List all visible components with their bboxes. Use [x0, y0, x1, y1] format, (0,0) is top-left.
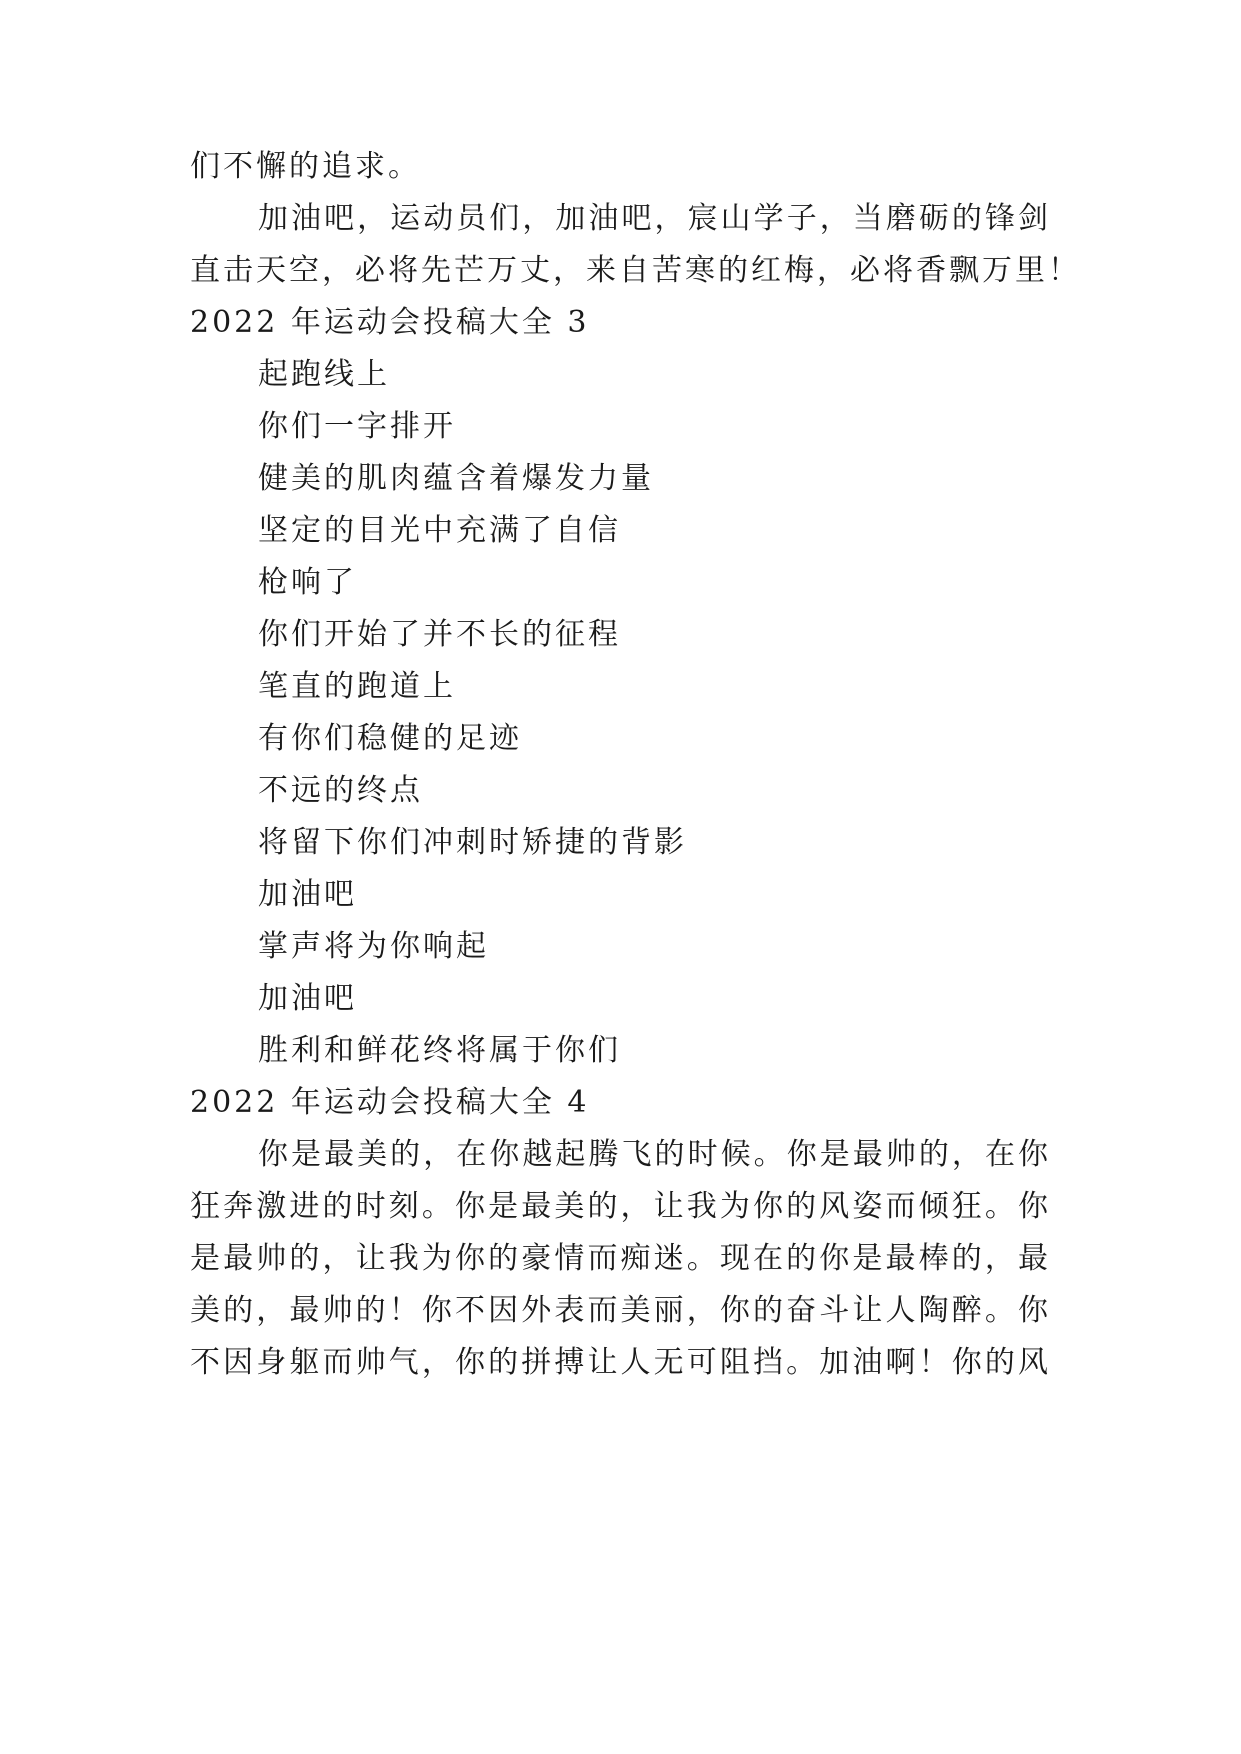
poem-line: 枪响了	[258, 565, 357, 600]
paragraph-line: 加油吧，运动员们，加油吧，宸山学子，当磨砺的锋剑	[258, 201, 1051, 236]
poem-line: 有你们稳健的足迹	[258, 721, 522, 756]
poem-line: 你们开始了并不长的征程	[258, 617, 621, 652]
poem-line: 胜利和鲜花终将属于你们	[258, 1033, 621, 1068]
section-heading: 2022 年运动会投稿大全 3	[190, 305, 590, 340]
poem-line: 将留下你们冲刺时矫捷的背影	[258, 825, 687, 860]
poem-line: 不远的终点	[258, 773, 423, 808]
poem-line: 坚定的目光中充满了自信	[258, 513, 621, 548]
poem-line: 笔直的跑道上	[258, 669, 456, 704]
poem-line: 起跑线上	[258, 357, 390, 392]
paragraph-line: 狂奔激进的时刻。你是最美的，让我为你的风姿而倾狂。你	[190, 1189, 1051, 1224]
paragraph-line: 是最帅的，让我为你的豪情而痴迷。现在的你是最棒的，最	[190, 1241, 1051, 1276]
poem-line: 健美的肌肉蕴含着爆发力量	[258, 461, 654, 496]
poem-line: 掌声将为你响起	[258, 929, 489, 964]
poem-line: 加油吧	[258, 877, 357, 912]
section-heading: 2022 年运动会投稿大全 4	[190, 1085, 590, 1120]
paragraph-tail-line: 们不懈的追求。	[190, 149, 421, 184]
poem-line: 加油吧	[258, 981, 357, 1016]
paragraph-line: 你是最美的，在你越起腾飞的时候。你是最帅的，在你	[258, 1137, 1051, 1172]
paragraph-line: 美的，最帅的！你不因外表而美丽，你的奋斗让人陶醉。你	[190, 1293, 1051, 1328]
paragraph-line: 不因身躯而帅气，你的拼搏让人无可阻挡。加油啊！你的风	[190, 1345, 1051, 1380]
poem-line: 你们一字排开	[258, 409, 456, 444]
paragraph-line: 直击天空，必将先芒万丈，来自苦寒的红梅，必将香飘万里！	[190, 253, 1081, 288]
